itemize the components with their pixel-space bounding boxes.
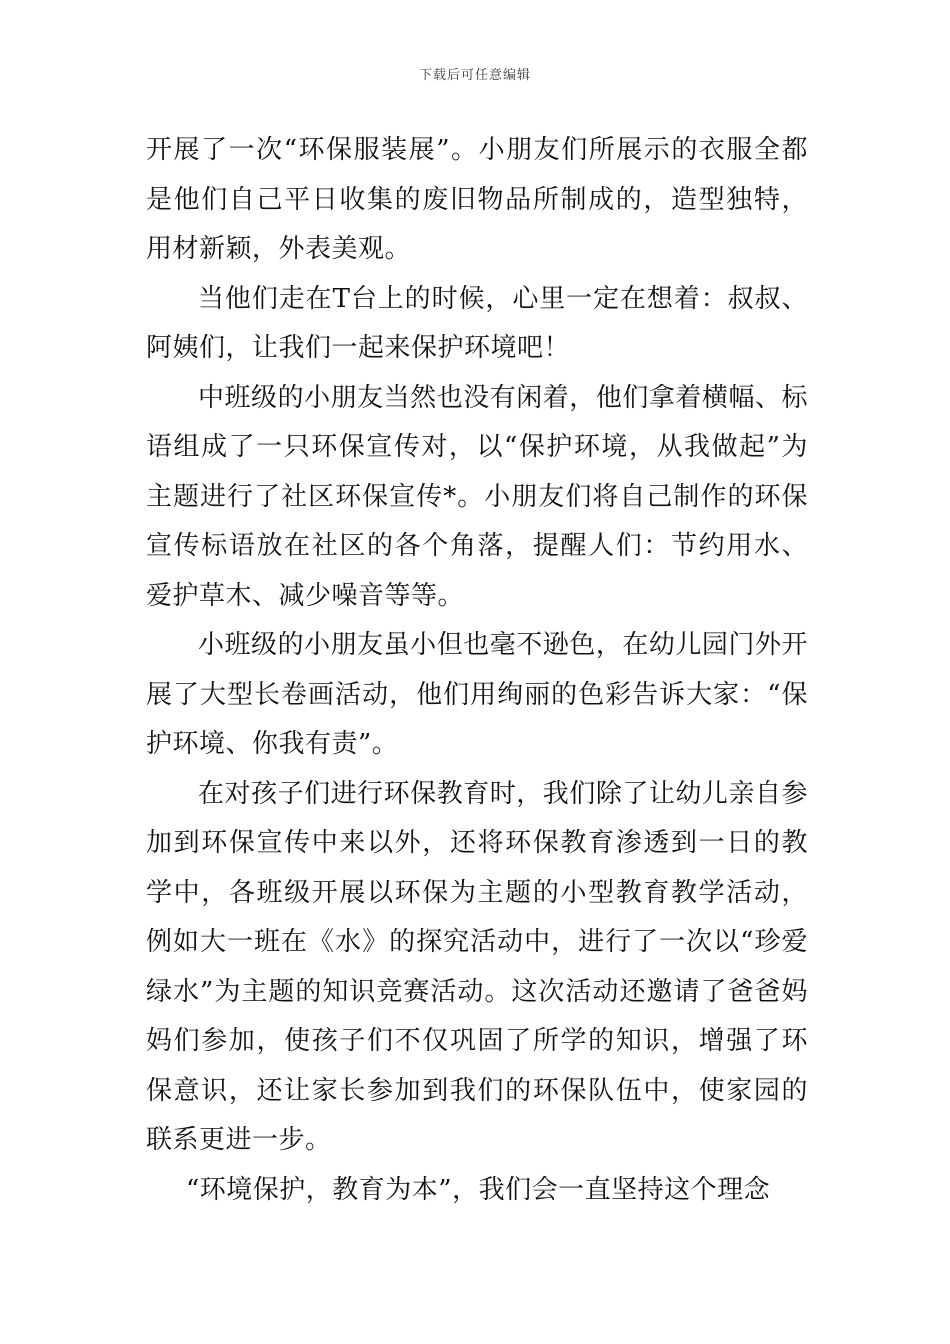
paragraph-3: 中班级的小朋友当然也没有闲着，他们拿着横幅、标语组成了一只环保宣传对，以“保护环境，从我做起”为主题进行了社区环保宣传*。小朋友们将自己制作的环保宣传标语放在社区的各个角落，提醒人们：节约用水、爱护草木、减少噪音等等。 [146, 382, 808, 611]
paragraph-5: 在对孩子们进行环保教育时，我们除了让幼儿亲自参加到环保宣传中来以外，还将环保教育渗透到一日的教学中，各班级开展以环保为主题的小型教育教学活动，例如大一班在《水》的探究活动中，进行了一次以“珍爱绿水”为主题的知识竞赛活动。这次活动还邀请了爸爸妈妈们参加，使孩子们不仅巩固了所学的知识，增强了环保意识，还让家长参加到我们的环保队伍中，使家园的联系更进一步。 [146, 778, 808, 1155]
document-body [146, 126, 808, 1215]
paragraph-2: 当他们走在T台上的时候，心里一定在想着：叔叔、阿姨们，让我们一起来保护环境吧！ [146, 283, 808, 363]
page-header: 下载后可任意编辑 [418, 68, 531, 83]
paragraph-6: “环境保护，教育为本”，我们会一直坚持这个理念 [186, 1174, 771, 1205]
paragraph-4: 小班级的小朋友虽小但也毫不逊色，在幼儿园门外开展了大型长卷画活动，他们用绚丽的色彩告诉大家：“保护环境、你我有责”。 [146, 630, 808, 759]
paragraph-1: 开展了一次“环保服装展”。小朋友们所展示的衣服全都是他们自己平日收集的废旧物品所制成的，造型独特，用材新颖，外表美观。 [146, 135, 808, 264]
